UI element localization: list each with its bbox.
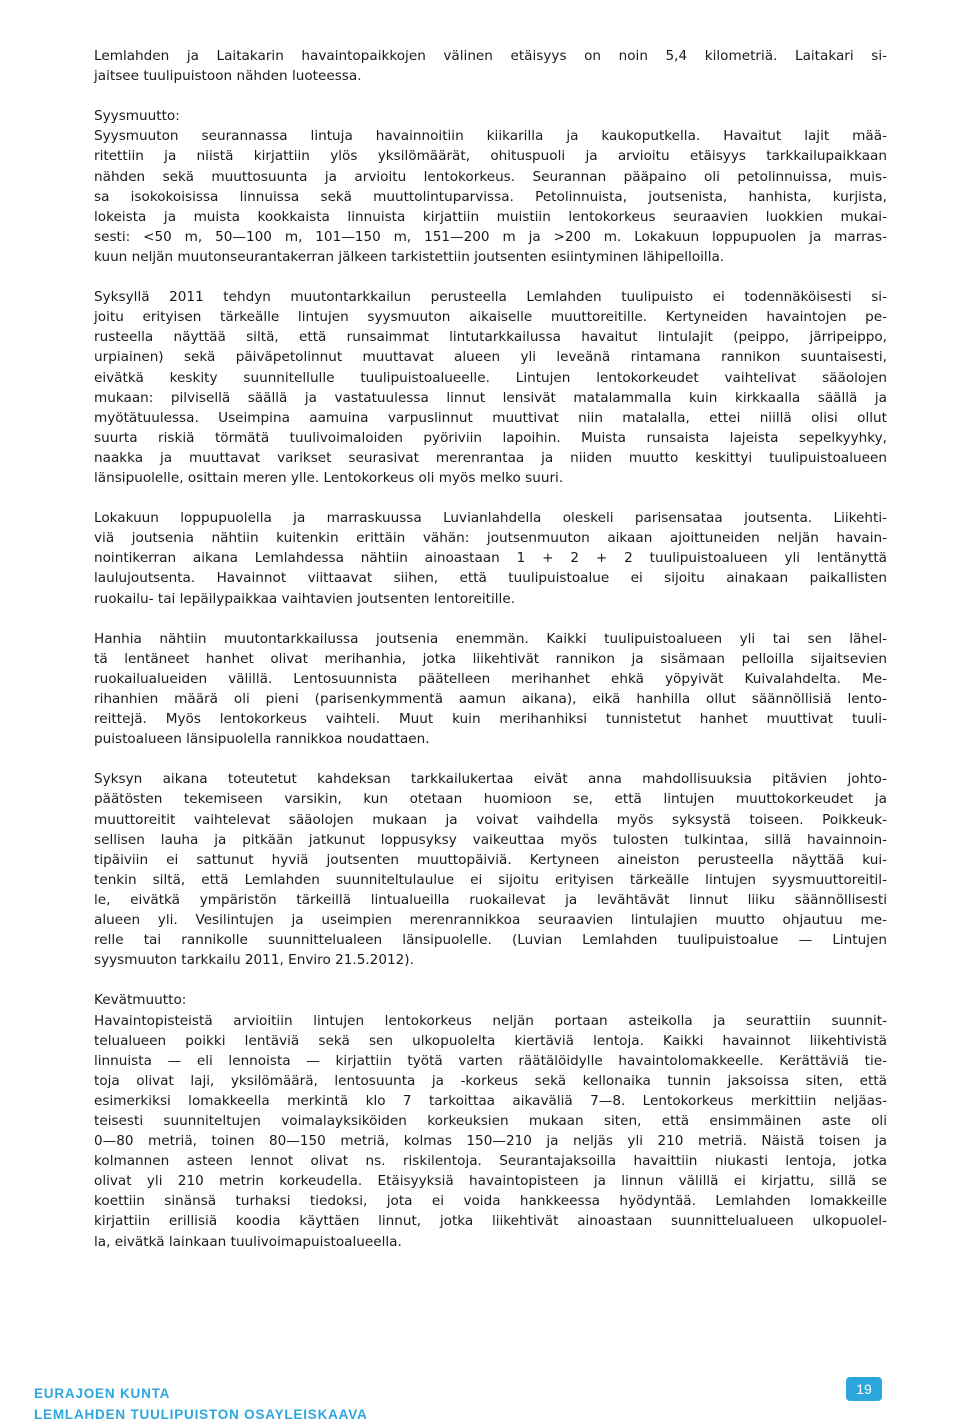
text-line: sesti: <50 m, 50—100 m, 101—150 m, 151—200 m ja >200 m. Lokakuun loppupuolen ja marras- — [94, 228, 887, 245]
text-line: Hanhia nähtiin muutontarkkailussa joutsenia enemmän. Kaikki tuulipuistoalueen yli tai sen lähel- — [94, 630, 887, 647]
text-line: esimerkiksi lomakkeella merkintä klo 7 tarkoittaa aikaväliä 7—8. Lentokorkeus merkittiin neljäas- — [94, 1092, 887, 1109]
text-line: relle tai rannikolle suunnittelualeen länsipuolelle. (Luvian Lemlahden tuulipuistoalue — Lintujen — [94, 932, 887, 949]
paragraph — [94, 106, 887, 267]
text-line: nointikerran aikana Lemlahdessa nähtiin ainoastaan 1 + 2 + 2 tuulipuistoalueen yli lentänyttä — [94, 550, 887, 567]
text-line: sa isokokoisissa linnuissa sekä muuttolintuparvissa. Petolinnuista, joutsenista, hanhista, kurjista, — [94, 188, 887, 205]
text-line: muuttoreitit vaihtelevat sääolojen mukaan ja voivat vaihdella myös syksystä toiseen. Poikkeuk- — [94, 811, 887, 828]
paragraph-spacer — [94, 609, 887, 629]
text-line: la, eivätkä lainkaan tuulivoimapuistoalueella. — [94, 1233, 402, 1250]
text-line: urpiainen) sekä päiväpetolinnut muuttavat alueen yli leveänä rintamana rannikon suuntaisesti, — [94, 349, 887, 366]
text-line: naakka ja muuttavat varikset seurasivat merenrantaa ja niiden muutto keskittyi tuulipuistoalueen — [94, 449, 887, 466]
text-line: kolmannen asteen lennot olivat ns. riskilentoja. Seurantajaksoilla havaittiin niukasti lentoja, jotka — [94, 1153, 887, 1170]
text-line: Syysmuuton seurannassa lintuja havainnoitiin kiikarilla ja kaukoputkella. Havaitut lajit mää- — [94, 128, 887, 145]
text-line: eivätkä keskity suunnitellulle tuulipuistoalueelle. Lintujen lentokorkeudet vaihtelivat sääolojen — [94, 369, 887, 386]
text-line: koettiin sinänsä turhaksi tiedoksi, jota ei voida hankkeessa hyödyntää. Lemlahden lomakkeille — [94, 1193, 887, 1210]
document-body — [94, 46, 887, 1252]
text-line: suurta riskiä törmätä tuulivoimaloiden pyöriviin lapoihin. Muista runsaista lajeista sepelkyyhky, — [94, 429, 887, 446]
paragraph — [94, 990, 887, 1251]
text-line: alueen yli. Vesilintujen ja useimpien merenrannikkoa seuraavien lintulajien muutto ohjautuu me- — [94, 912, 887, 929]
footer-plan-title: LEMLAHDEN TUULIPUISTON OSAYLEISKAAVA — [34, 1407, 368, 1422]
text-line: reittejä. Myös lentokorkeus vaihteli. Muut kuin merihanhiksi tunnistetut hanhet muuttivat tuuli- — [94, 711, 887, 728]
text-line: Syysmuutto: — [94, 108, 180, 125]
paragraph — [94, 287, 887, 488]
text-line: teisesti suunniteltujen voimalayksiköiden korkeuksien mukaan siten, että ensimmäinen aste oli — [94, 1112, 887, 1129]
paragraph-spacer — [94, 970, 887, 990]
paragraph — [94, 769, 887, 970]
text-line: tä lentäneet hanhet olivat merihanhia, jotka liikehtivät rannikon ja sisämaan pelloilla sijaitsevien — [94, 650, 887, 667]
page-number-badge: 19 — [846, 1377, 882, 1401]
text-line: laulujoutsenta. Havainnot viittaavat siihen, että tuulipuistoalue ei sijoitu ainakaan paikallisten — [94, 570, 887, 587]
paragraph — [94, 629, 887, 750]
text-line: telualueen poikki lentäviä sekä sen ulkopuolelta kiertäviä lentoja. Kaikki havainnot liikehtivistä — [94, 1032, 887, 1049]
text-line: viä joutsenia nähtiin kuitenkin erittäin vähän: joutsenmuuton aikaan ajoittuneiden neljän havain- — [94, 530, 887, 547]
text-line: olivat yli 210 metrin korkeudella. Etäisyyksiä havaintopisteen ja linnun välillä ei kirjattu, sillä se — [94, 1173, 887, 1190]
text-line: puistoalueen länsipuolella rannikkoa noudattaen. — [94, 731, 430, 748]
text-line: 0—80 metriä, toinen 80—150 metriä, kolmas 150—210 ja neljäs yli 210 metriä. Näistä toisen ja — [94, 1133, 887, 1150]
paragraph-spacer — [94, 267, 887, 287]
text-line: Lemlahden ja Laitakarin havaintopaikkojen välinen etäisyys on noin 5,4 kilometriä. Laitakari si- — [94, 48, 887, 64]
text-line: sellisen lauha ja pitkään jatkunut loppusyksy vaikeuttaa myös tulosten tulkintaa, sillä havainnoin- — [94, 831, 887, 848]
text-line: linnuista — eli lennoista — kirjattiin työtä varten räätälöidylle havaintolomakkeelle. Kerättäviä tie- — [94, 1052, 887, 1069]
text-line: mukaan: pilvisellä säällä ja vastatuulessa linnut lensivät matalammalla kuin kirkkaalla säällä ja — [94, 389, 887, 406]
text-line: syysmuuton tarkkailu 2011, Enviro 21.5.2012). — [94, 952, 414, 969]
text-line: ruokailualueiden välillä. Lentosuunnista päätelleen merihanhet ehkä yöpyivät Kuivalahdelta. Me- — [94, 670, 887, 687]
text-line: lokeista ja muista kookkaista linnuista kirjattiin muistiin lentokorkeus seuraavien luokkien mukai- — [94, 208, 887, 225]
paragraph — [94, 508, 887, 608]
text-line: ruokailu- tai lepäilypaikkaa vaihtavien joutsenten lentoreitille. — [94, 590, 516, 607]
text-line: rihanhien määrä oli pieni (parisenkymmentä aamun aikana), eikä hanhilla ollut säännöllisiä lento- — [94, 691, 887, 707]
text-line: joitu erityisen tärkeälle lintujen syysmuuton aikaiselle muuttoreitille. Kertyneiden havaintojen pe- — [94, 309, 887, 326]
text-line: Kevätmuutto: — [94, 992, 187, 1009]
text-line: päätösten tekemiseen varsikin, kun otetaan huomioon se, että lintujen muuttokorkeudet ja — [94, 791, 887, 808]
text-line: le, eivätkä ympäristön tärkeillä lintualueilla ruokailevat ja levähtävät linnut liiku säännöllisesti — [94, 891, 887, 908]
text-line: Havaintopisteistä arvioitiin lintujen lentokorkeus neljän portaan asteikolla ja seurattiin suunnit- — [94, 1012, 887, 1029]
text-line: Lokakuun loppupuolella ja marraskuussa Luvianlahdella oleskeli parisensataa joutsenta. Liikehti- — [94, 510, 887, 527]
paragraph-spacer — [94, 749, 887, 769]
text-line: jaitsee tuulipuistoon nähden luoteessa. — [94, 68, 362, 85]
paragraph-spacer — [94, 86, 887, 106]
text-line: länsipuolelle, osittain meren ylle. Lentokorkeus oli myös melko suuri. — [94, 469, 564, 486]
text-line: kirjattiin erillisiä koodia käyttäen linnut, jotka liikehtivät ainoastaan suunnittelualueen ulkopuolel- — [94, 1213, 887, 1230]
text-line: ritettiin ja niistä kirjattiin ylös yksilömäärät, ohituspuoli ja arvioitu etäisyys tarkkailupaikkaan — [94, 148, 887, 165]
footer-municipality: EURAJOEN KUNTA — [34, 1386, 171, 1401]
text-line: rusteella näyttää siltä, että runsaimmat lintutarkkailussa havaitut lintulajit (peippo, järripeippo, — [94, 329, 887, 346]
text-line: toja olivat laji, yksilömäärä, lentosuunta ja -korkeus sekä kellonaika tunnin jaksoissa siten, että — [94, 1072, 887, 1089]
paragraph-spacer — [94, 488, 887, 508]
text-line: nähden sekä muuttosuunta ja arvioitu lentokorkeus. Seurannan pääpaino oli petolinnuissa, muis- — [94, 168, 887, 185]
text-line: Syksyllä 2011 tehdyn muutontarkkailun perusteella Lemlahden tuulipuisto ei todennäköisesti si- — [94, 289, 887, 306]
paragraph — [94, 46, 887, 86]
text-line: tipäiviin ei sattunut hyviä joutsenten muuttopäiviä. Kertyneen aineiston perusteella näyttää kui- — [94, 851, 887, 868]
text-line: tenkin siltä, että Lemlahden suunniteltulaulue ei sijoitu erityisen tärkeälle lintujen syysmuuttoreitil- — [94, 871, 887, 888]
text-line: kuun neljän muutonseurantakerran jälkeen tarkistettiin joutsenten esiintyminen lähipelloilla. — [94, 248, 725, 265]
text-line: myötätuulessa. Useimpina aamuina varpuslinnut muuttivat niin matalalla, ettei niillä olisi ollut — [94, 409, 887, 426]
text-line: Syksyn aikana toteutetut kahdeksan tarkkailukertaa eivät anna mahdollisuuksia pitävien johto- — [94, 771, 887, 788]
